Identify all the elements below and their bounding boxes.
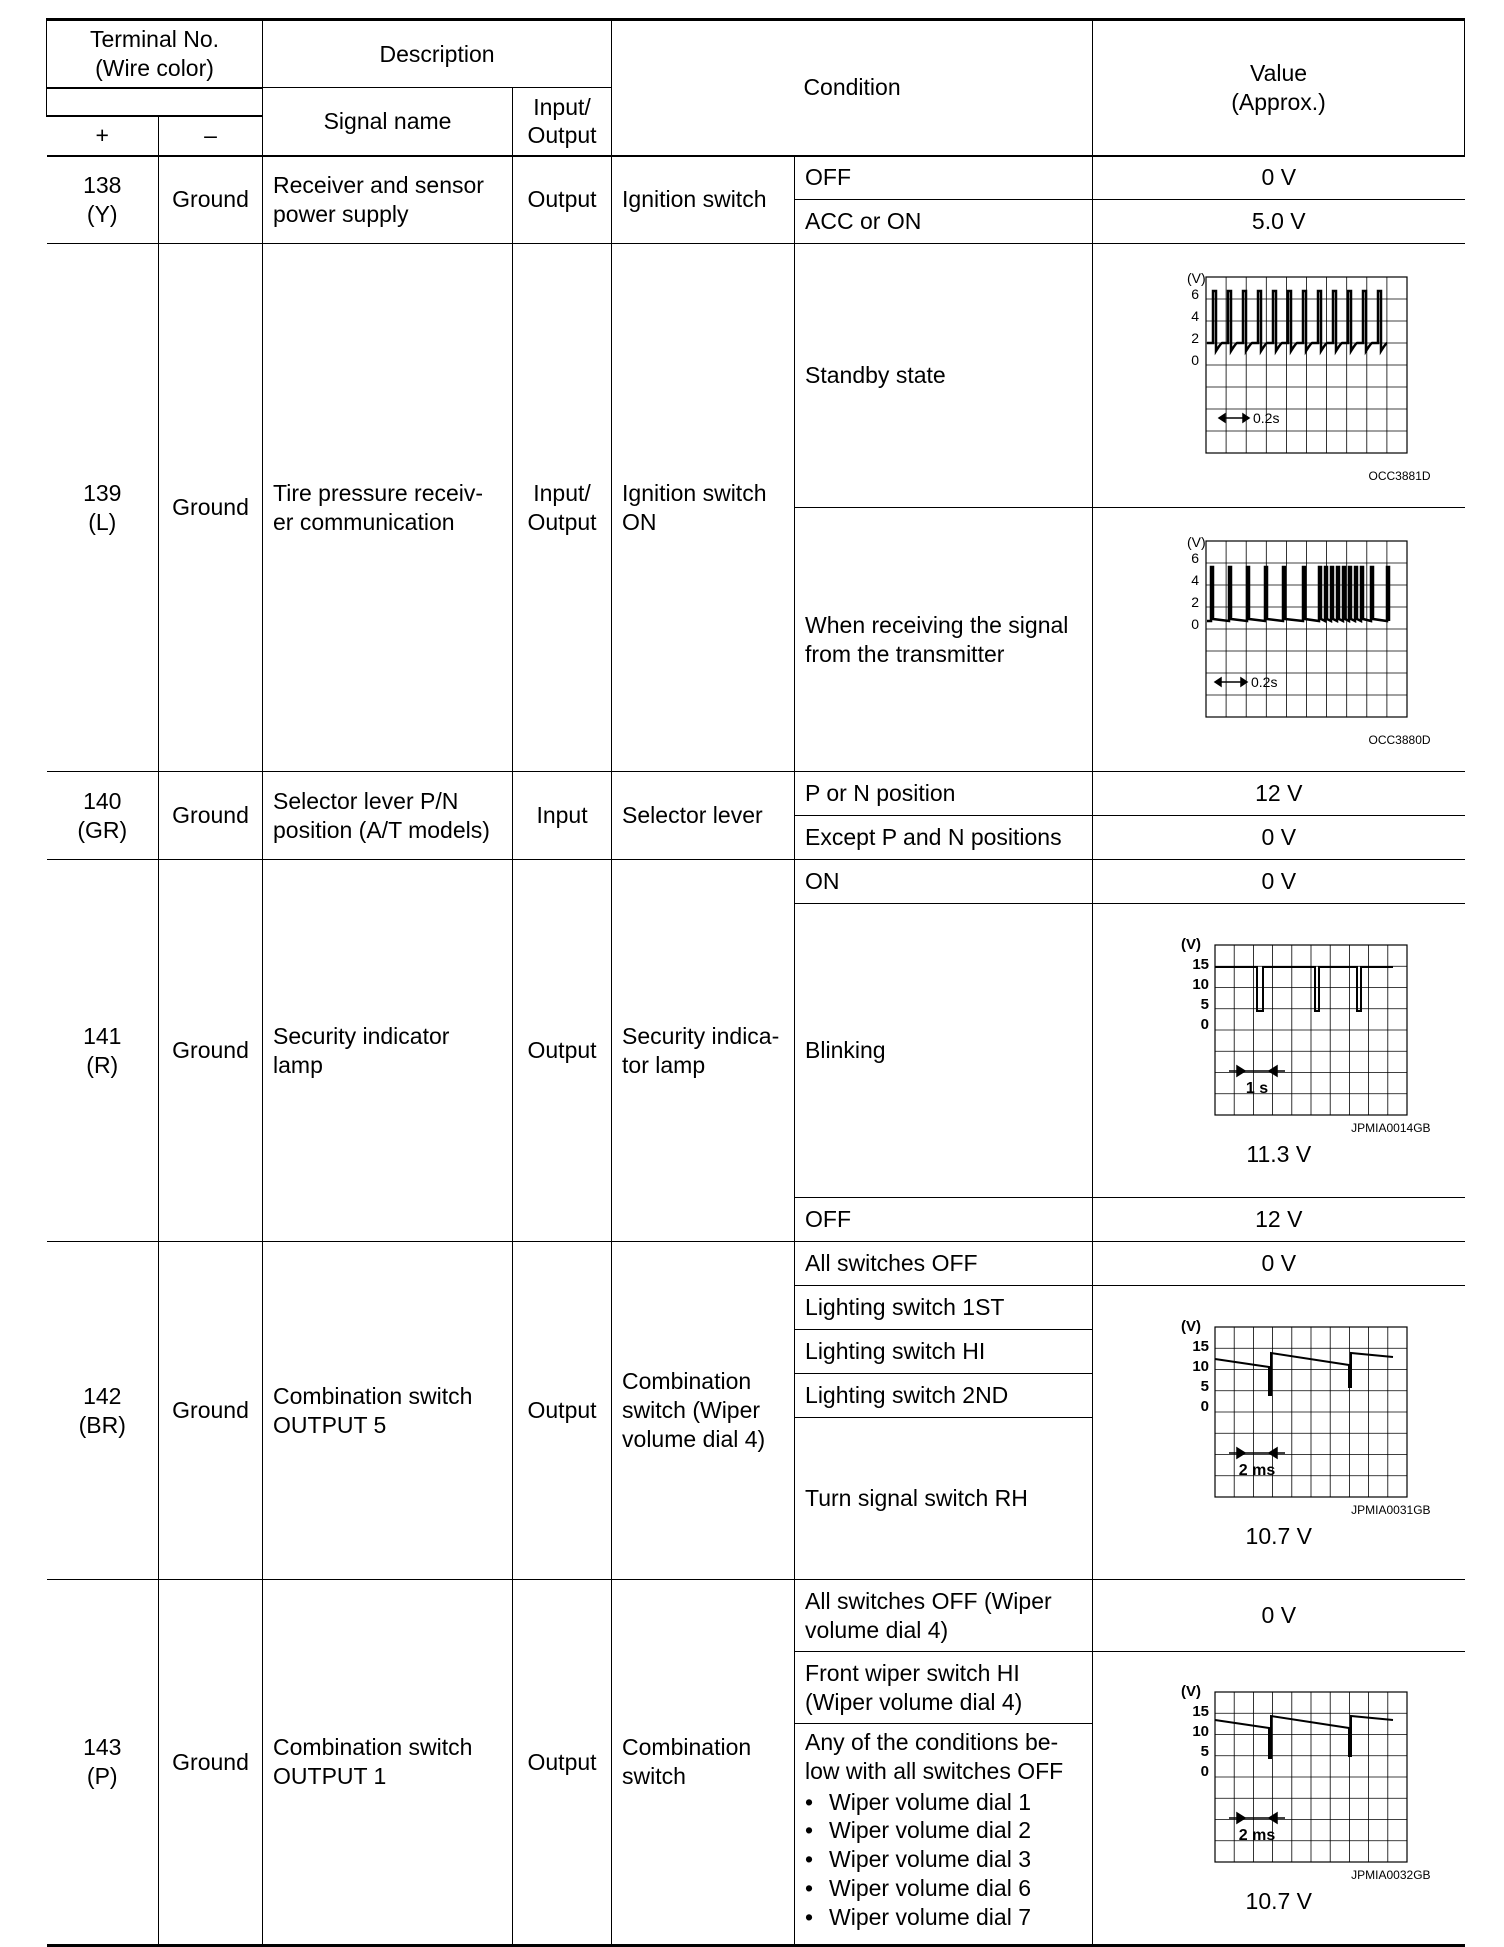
arrow-head [1215,678,1221,686]
terminal-cell [47,156,159,244]
value-cell: 10.7 V [1245,1522,1313,1549]
arrow-head [1243,414,1249,422]
arrow-head [1237,1066,1245,1076]
header-minus: – [159,116,263,156]
tick-label: 10 [1192,975,1209,993]
sub-condition-text: Any of the conditions be-low with all switches OFF [805,1729,1064,1784]
arrow-head [1237,1813,1245,1823]
io-cell: Output [513,1580,612,1946]
terminal-cell [47,772,159,860]
sub-condition: Lighting switch 2ND [795,1374,1093,1418]
header-wire-color: (Wire color) [95,54,214,81]
io-cell: Input/ Output [513,244,612,772]
terminal-cell [47,1242,159,1580]
time-scale: 2 ms [1238,1461,1276,1479]
tick-label: 10 [1192,1723,1209,1741]
list-item: • Wiper volume dial 3 [805,1845,1082,1874]
wire-color: (Y) [86,200,118,227]
waveform-cell [1093,1652,1465,1946]
ground-cell: Ground [159,772,263,860]
io-cell: Output [513,1242,612,1580]
time-scale: 1 s [1245,1079,1268,1097]
ground-cell: Ground [159,1242,263,1580]
terminal-table [46,18,1465,1947]
condition-cell: Combination switch [612,1580,795,1946]
tick-label: 10 [1192,1357,1209,1375]
waveform-cell [1093,244,1465,508]
ground-cell: Ground [159,244,263,772]
sub-condition: Front wiper switch HI (Wiper volume dial 4) [795,1652,1093,1724]
signal-name: Combination switch OUTPUT 1 [263,1580,513,1946]
table-row [47,244,1465,508]
ground-cell: Ground [159,1580,263,1946]
wave-units: (V) [1180,1683,1201,1701]
sub-condition: Lighting switch HI [795,1330,1093,1374]
value-cell: 0 V [1093,1242,1465,1286]
condition-cell: Security indica-tor lamp [612,860,795,1242]
figure-id: JPMIA0031GB [1351,1502,1431,1517]
header-condition: Condition [612,20,1093,156]
header-io [513,88,612,156]
tick-label: 6 [1190,286,1199,302]
signal-name: Security indicator lamp [263,860,513,1242]
value-cell: 0 V [1093,860,1465,904]
waveform-cell [1093,508,1465,772]
terminal-no: 141 [83,1022,122,1049]
value-cell: 10.7 V [1245,1888,1313,1915]
sub-condition: Turn signal switch RH [795,1418,1093,1580]
tick-label: 2 [1190,330,1199,346]
signal-name: Selector lever P/N position (A/T models) [263,772,513,860]
tick-label: 15 [1192,1337,1209,1355]
sub-condition: Except P and N positions [795,816,1093,860]
value-cell: 0 V [1093,816,1465,860]
signal-trace [1215,967,1393,1011]
wave-units: (V) [1186,534,1206,550]
header-io-2: Output [527,122,597,149]
terminal-no: 139 [83,479,122,506]
value-cell: 5.0 V [1093,200,1465,244]
sub-condition [795,1724,1093,1946]
table-row [47,1580,1465,1652]
tick-label: 0 [1200,1015,1209,1033]
table-row [47,156,1465,200]
tick-label: 5 [1200,995,1209,1013]
condition-cell: Selector lever [612,772,795,860]
sub-condition: All switches OFF [795,1242,1093,1286]
terminal-no: 138 [83,172,122,198]
tick-label: 0 [1200,1763,1209,1781]
signal-name: Receiver and sensor power supply [263,156,513,244]
terminal-no: 143 [83,1734,122,1761]
time-scale: 2 ms [1238,1827,1276,1845]
tick-label: 0 [1190,352,1199,368]
figure-id: JPMIA0032GB [1351,1868,1431,1883]
sub-condition: OFF [795,156,1093,200]
signal-trace [1215,1353,1393,1395]
combination-output5-waveform [1149,1315,1409,1501]
sub-condition: All switches OFF (Wiper volume dial 4) [795,1580,1093,1652]
sub-condition: Lighting switch 1ST [795,1286,1093,1330]
value-cell: 12 V [1093,1198,1465,1242]
header-description: Description [263,20,612,88]
terminal-no: 140 [83,787,122,814]
sub-condition: ACC or ON [795,200,1093,244]
table-row [47,1242,1465,1286]
signal-name: Tire pressure receiv-er communication [263,244,513,772]
grid [1206,541,1407,717]
value-cell: 11.3 V [1246,1140,1312,1167]
tick-label: 15 [1192,1703,1209,1721]
tick-label: 0 [1200,1397,1209,1415]
arrow-head [1219,414,1225,422]
header-value-label: Value [1249,60,1308,86]
bullet-list [805,1788,1082,1932]
sub-condition: Blinking [795,904,1093,1198]
blinking-waveform [1149,933,1409,1119]
io-cell: Input [513,772,612,860]
terminal-cell [47,244,159,772]
ground-cell: Ground [159,860,263,1242]
list-item: • Wiper volume dial 1 [805,1788,1082,1817]
list-item: • Wiper volume dial 7 [805,1903,1082,1932]
tick-label: 15 [1192,955,1209,973]
figure-id: JPMIA0014GB [1351,1120,1431,1135]
signal-trace [1215,1716,1393,1758]
standby-waveform [1149,267,1409,467]
sub-condition: P or N position [795,772,1093,816]
header-value [1093,20,1465,156]
table-row [47,860,1465,904]
figure-id: OCC3880D [1368,733,1431,747]
table-row [47,772,1465,816]
terminal-no: 142 [83,1382,122,1409]
list-item: • Wiper volume dial 2 [805,1816,1082,1845]
condition-cell: Ignition switch [612,156,795,244]
value-cell: 0 V [1093,156,1465,200]
sub-condition: OFF [795,1198,1093,1242]
condition-cell: Combination switch (Wiper volume dial 4) [612,1242,795,1580]
header-terminal [47,20,263,88]
tick-label: 5 [1200,1743,1209,1761]
wave-units: (V) [1180,1317,1201,1335]
condition-cell: Ignition switch ON [612,244,795,772]
signal-name: Combination switch OUTPUT 5 [263,1242,513,1580]
wire-color: (R) [86,1051,119,1078]
wire-color: (GR) [77,816,128,843]
terminal-cell [47,860,159,1242]
tick-label: 0 [1190,616,1199,632]
header-io-1: Input/ [533,93,591,120]
wire-color: (BR) [78,1411,126,1438]
header-signal-name: Signal name [263,88,513,156]
wave-units: (V) [1180,935,1201,953]
value-cell: 12 V [1093,772,1465,816]
wire-color: (L) [88,508,117,535]
signal-trace [1207,567,1389,621]
terminal-cell [47,1580,159,1946]
header-terminal-no: Terminal No. [89,26,220,52]
tick-label: 4 [1190,572,1199,588]
header-terminal-spacer [47,88,263,116]
io-cell: Output [513,860,612,1242]
tick-label: 4 [1190,308,1199,324]
sub-condition: When receiving the signal from the transmitter [795,508,1093,772]
arrow-head [1237,1448,1245,1458]
grid [1215,945,1407,1115]
list-item: • Wiper volume dial 6 [805,1874,1082,1903]
receiving-waveform [1149,531,1409,731]
sub-condition: ON [795,860,1093,904]
sub-condition: Standby state [795,244,1093,508]
io-cell: Output [513,156,612,244]
tick-label: 6 [1190,550,1199,566]
waveform-cell [1093,1286,1465,1580]
tick-label: 5 [1200,1377,1209,1395]
header-approx: (Approx.) [1231,88,1326,115]
waveform-cell [1093,904,1465,1198]
ground-cell: Ground [159,156,263,244]
figure-id: OCC3881D [1368,469,1431,483]
tick-label: 2 [1190,594,1199,610]
wave-units: (V) [1186,270,1206,286]
time-scale: 0.2s [1250,674,1278,690]
wire-color: (P) [86,1763,118,1789]
time-scale: 0.2s [1252,410,1280,426]
header-plus: + [47,116,159,156]
combination-output1-waveform [1149,1680,1409,1866]
value-cell: 0 V [1093,1580,1465,1652]
